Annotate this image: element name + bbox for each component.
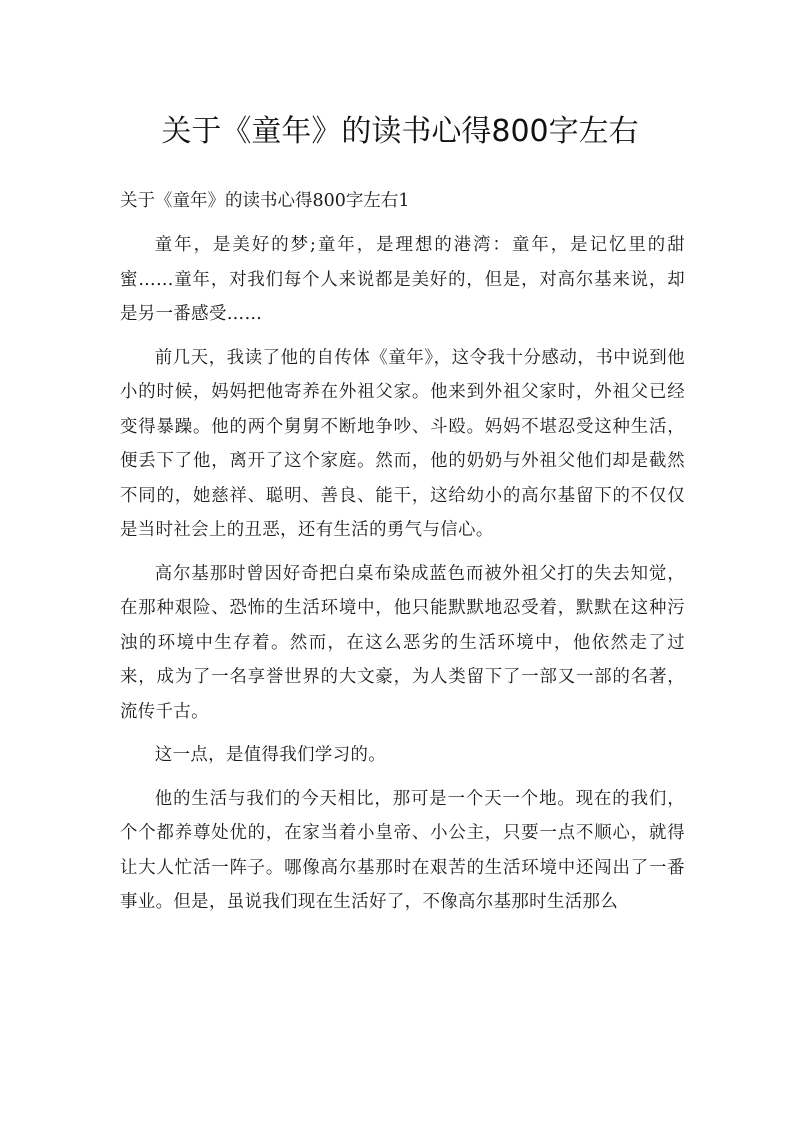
document-body <box>120 228 685 929</box>
paragraph-1: 童年，是美好的梦;童年，是理想的港湾：童年，是记忆里的甜蜜……童年，对我们每个人来说都是美好的，但是，对高尔基来说，却是另一番感受…… <box>120 235 685 324</box>
paragraph-5: 他的生活与我们的今天相比，那可是一个天一个地。现在的我们，个个都养尊处优的，在家当着小皇帝、小公主，只要一点不顺心，就得让大人忙活一阵子。哪像高尔基那时在艰苦的生活环境中还闯出了一番事业。但是，虽说我们现在生活好了，不像高尔基那时生活那么 <box>120 788 685 912</box>
document-title: 关于《童年》的读书心得800字左右 <box>161 114 639 149</box>
section-heading: 关于《童年》的读书心得800字左右1 <box>120 191 410 211</box>
paragraph-2: 前几天，我读了他的自传体《童年》，这令我十分感动，书中说到他小的时候，妈妈把他寄养在外祖父家。他来到外祖父家时，外祖父已经变得暴躁。他的两个舅舅不断地争吵、斗殴。妈妈不堪忍受这种生活，便丢下了他，离开了这个家庭。然而，他的奶奶与外祖父他们却是截然不同的，她慈祥、聪明、善良、能干，这给幼小的高尔基留下的不仅仅是当时社会上的丑恶，还有生活的勇气与信心。 <box>120 347 685 540</box>
paragraph-4: 这一点，是值得我们学习的。 <box>154 745 387 765</box>
paragraph-3: 高尔基那时曾因好奇把白桌布染成蓝色而被外祖父打的失去知觉，在那种艰险、恐怖的生活环境中，他只能默默地忍受着，默默在这种污浊的环境中生存着。然而，在这么恶劣的生活环境中，他依然走了过来，成为了一名享誉世界的大文豪，为人类留下了一部又一部的名著，流传千古。 <box>120 563 685 722</box>
